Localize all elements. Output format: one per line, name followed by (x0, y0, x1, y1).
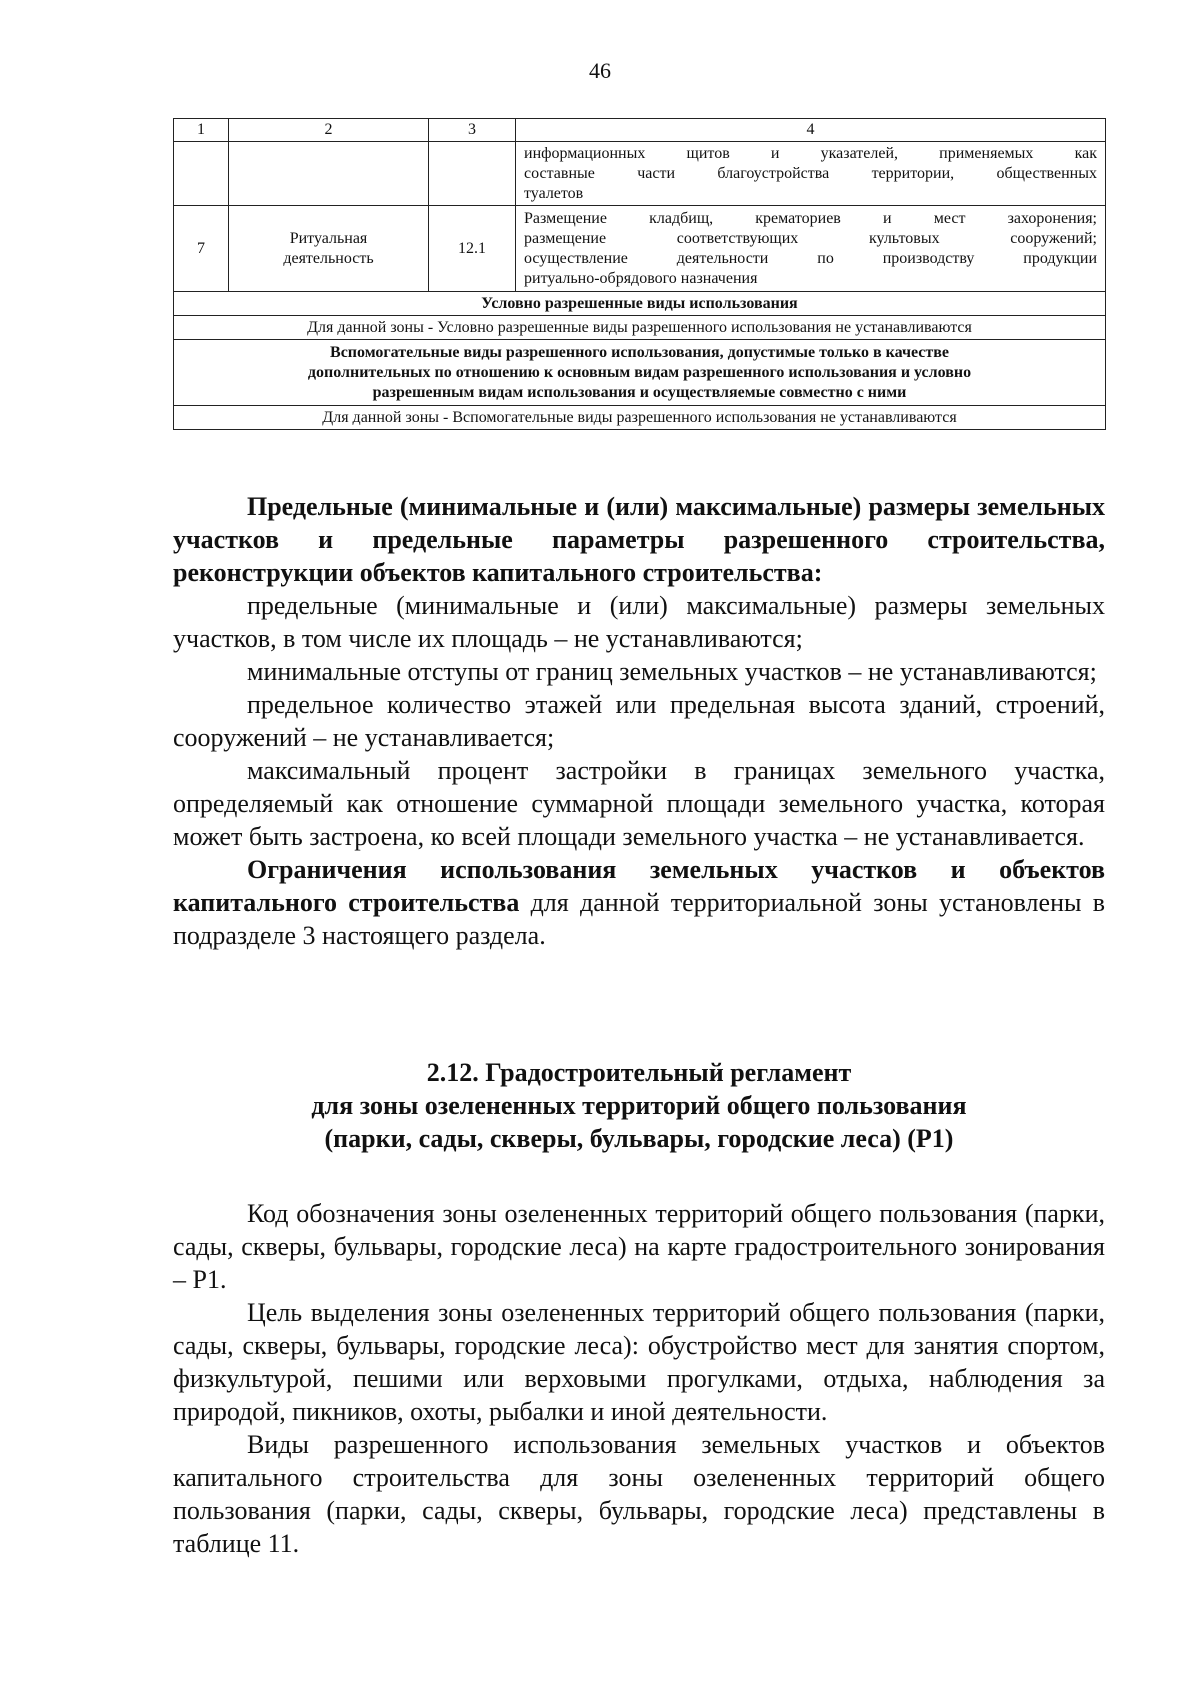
table-header-cell: 3 (429, 119, 516, 142)
row-number: 7 (174, 206, 229, 292)
row-use-description: Размещение кладбищ, крематориев и мест захоронения; размещение соответствующих культовых сооружений; осуществление деятельности по производству продукции ритуально-обрядового назначения (516, 206, 1106, 292)
limits-section (173, 490, 1105, 952)
section-body (173, 1197, 1105, 1560)
restrictions-text: для данной территориальной зоны установлены в подразделе 3 настоящего раздела. (173, 888, 1105, 950)
page-number: 46 (589, 58, 611, 83)
section-title-line: (парки, сады, скверы, бульвары, городские леса) (Р1) (324, 1124, 954, 1153)
limits-heading: Предельные (минимальные и (или) максимальные) размеры земельных участков и предельные параметры разрешенного строительства, реконструкции объектов капитального строительства: (173, 492, 1105, 587)
paragraph: предельные (минимальные и (или) максимальные) размеры земельных участков, в том числе их площадь – не устанавливаются; (173, 591, 1105, 653)
paragraph: предельное количество этажей или предельная высота зданий, строений, сооружений – не устанавливается; (173, 690, 1105, 752)
paragraph: минимальные отступы от границ земельных участков – не устанавливаются; (247, 657, 1097, 686)
row-use-code: 12.1 (429, 206, 516, 292)
table-header-cell: 2 (229, 119, 429, 142)
table-header-row (174, 119, 1106, 142)
restrictions-bold: Ограничения использования земельных участков и объектов капитального строительства (173, 855, 1105, 917)
land-use-table (173, 118, 1106, 430)
table-row (174, 206, 1106, 292)
paragraph: Виды разрешенного использования земельных участков и объектов капитального строительства для зоны озелененных территорий общего пользования (парки, сады, скверы, бульвары, городские леса) представлены в таблице 11. (173, 1430, 1105, 1558)
table-header-cell: 1 (174, 119, 229, 142)
section-title-line: для зоны озелененных территорий общего пользования (311, 1091, 967, 1120)
continuation-description: информационных щитов и указателей, применяемых как составные части благоустройства территории, общественных туалетов (516, 142, 1106, 206)
table-row-continuation (174, 142, 1106, 206)
row-use-name: Ритуальная деятельность (229, 206, 429, 292)
auxiliary-header-row (174, 340, 1106, 406)
paragraph: максимальный процент застройки в границах земельного участка, определяемый как отношение суммарной площади земельного участка, которая может быть застроена, ко всей площади земельного участка – не устанавливается. (173, 756, 1105, 851)
restrictions-paragraph (173, 853, 1105, 952)
conditional-note-row (174, 316, 1106, 340)
conditional-header-row (174, 292, 1106, 316)
section-2-12 (173, 1056, 1105, 1155)
paragraph: Цель выделения зоны озелененных территорий общего пользования (парки, сады, скверы, бульвары, городские леса): обустройство мест для занятия спортом, физкультурой, пешими или верховыми прогулками, отдыха, наблюдения за природой, пикников, охоты, рыбалки и иной деятельности. (173, 1298, 1105, 1426)
auxiliary-note-row (174, 406, 1106, 430)
auxiliary-note: Для данной зоны - Вспомогательные виды разрешенного использования не устанавливаются (174, 406, 1106, 430)
paragraph: Код обозначения зоны озелененных территорий общего пользования (парки, сады, скверы, бульвары, городские леса) на карте градостроительного зонирования – Р1. (173, 1199, 1105, 1294)
conditional-note: Для данной зоны - Условно разрешенные виды разрешенного использования не устанавливаются (174, 316, 1106, 340)
section-title-line: 2.12. Градостроительный регламент (426, 1058, 852, 1087)
auxiliary-header: Вспомогательные виды разрешенного использования, допустимые только в качестве дополнительных по отношению к основным видам разрешенного использования и условно разрешенным видам использования и осуществляемые совместно с ними (174, 340, 1106, 406)
table-header-cell: 4 (516, 119, 1106, 142)
conditional-header: Условно разрешенные виды использования (174, 292, 1106, 316)
